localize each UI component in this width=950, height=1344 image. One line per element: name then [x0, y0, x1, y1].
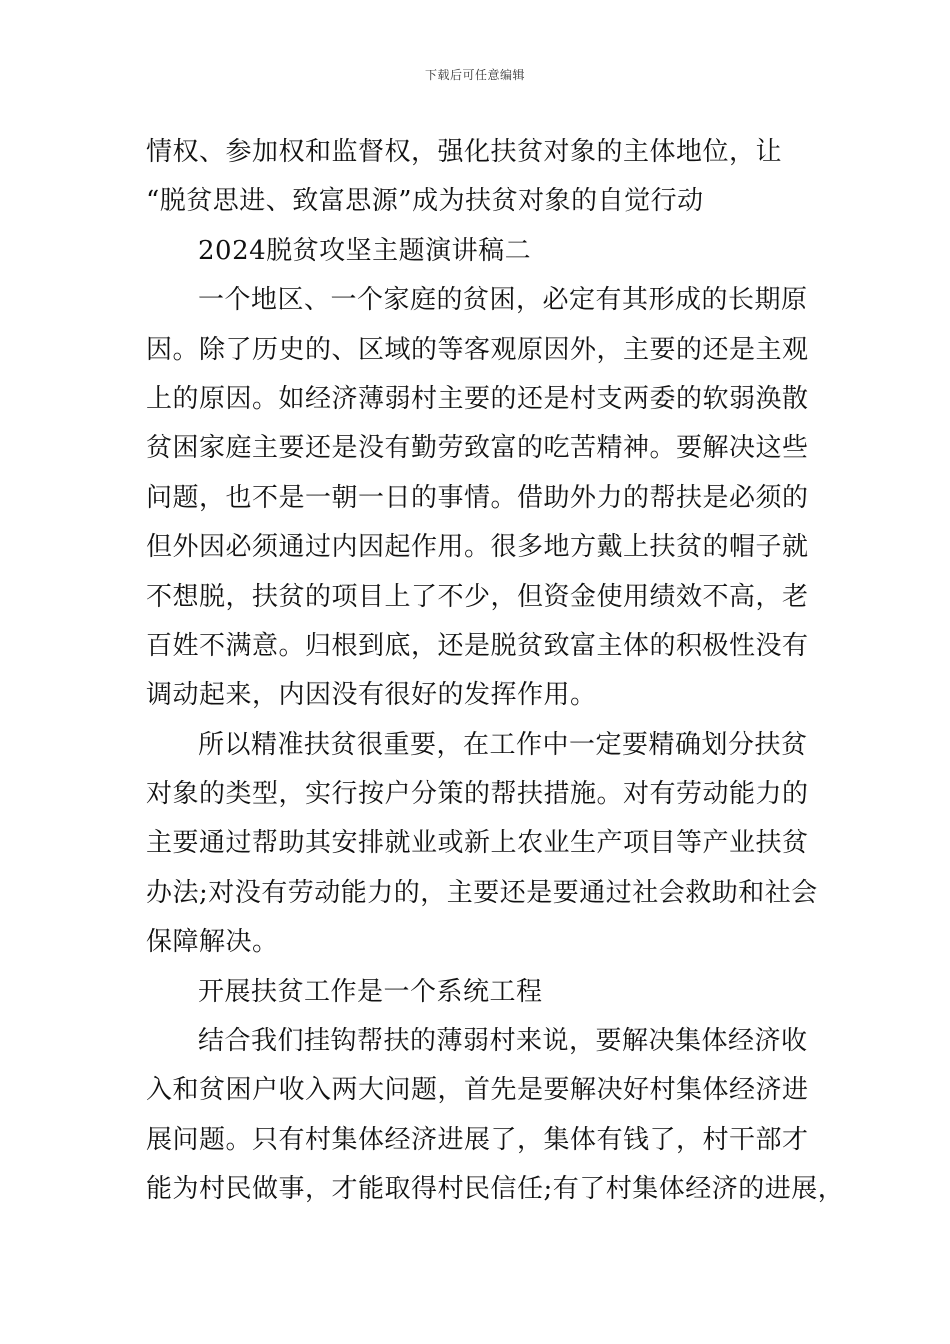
document-body — [146, 128, 845, 1215]
page-header: 下载后可任意编辑 — [424, 68, 525, 82]
text-line: 所以精准扶贫很重要，在工作中一定要精确划分扶贫 — [198, 729, 808, 760]
text-line: 不想脱，扶贫的项目上了不少，但资金使用绩效不高，老 — [146, 581, 809, 612]
text-line: 展问题。只有村集体经济进展了，集体有钱了，村干部才 — [146, 1124, 809, 1155]
text-line: 入和贫困户收入两大问题，首先是要解决好村集体经济进 — [146, 1075, 809, 1106]
text-line: “脱贫思进、致富思源”成为扶贫对象的自觉行动 — [146, 186, 704, 217]
section-heading — [146, 968, 826, 1017]
text-line: 一个地区、一个家庭的贫困，必定有其形成的长期原 — [198, 285, 808, 316]
text-line: 对象的类型，实行按户分策的帮扶措施。对有劳动能力的 — [146, 779, 809, 810]
paragraph-4 — [146, 721, 826, 968]
text-line: 2024脱贫攻坚主题演讲稿二 — [198, 235, 532, 266]
text-line: 百姓不满意。归根到底，还是脱贫致富主体的积极性没有 — [146, 630, 809, 661]
paragraph-3 — [146, 276, 826, 721]
text-line: 开展扶贫工作是一个系统工程 — [198, 976, 543, 1007]
text-line: 结合我们挂钩帮扶的薄弱村来说，要解决集体经济收 — [198, 1026, 808, 1057]
text-line: 办法;对没有劳动能力的，主要还是要通过社会救助和社会 — [146, 877, 818, 908]
speech-title — [146, 227, 826, 276]
text-line: 因。除了历史的、区域的等客观原因外，主要的还是主观 — [146, 334, 809, 365]
text-line: 问题，也不是一朝一日的事情。借助外力的帮扶是必须的 — [146, 482, 809, 513]
text-line: 能为村民做事，才能取得村民信任;有了村集体经济的进展， — [146, 1174, 845, 1205]
text-line: 情权、参加权和监督权，强化扶贫对象的主体地位，让 — [146, 137, 783, 167]
paragraph-1 — [146, 128, 826, 227]
text-line: 上的原因。如经济薄弱村主要的还是村支两委的软弱涣散 — [146, 383, 809, 414]
paragraph-6 — [146, 1017, 845, 1215]
text-line: 调动起来，内因没有很好的发挥作用。 — [146, 680, 597, 711]
text-line: 但外因必须通过内因起作用。很多地方戴上扶贫的帽子就 — [146, 532, 809, 563]
text-line: 贫困家庭主要还是没有勤劳致富的吃苦精神。要解决这些 — [146, 433, 809, 464]
text-line: 主要通过帮助其安排就业或新上农业生产项目等产业扶贫 — [146, 828, 809, 859]
text-line: 保障解决。 — [146, 927, 279, 958]
